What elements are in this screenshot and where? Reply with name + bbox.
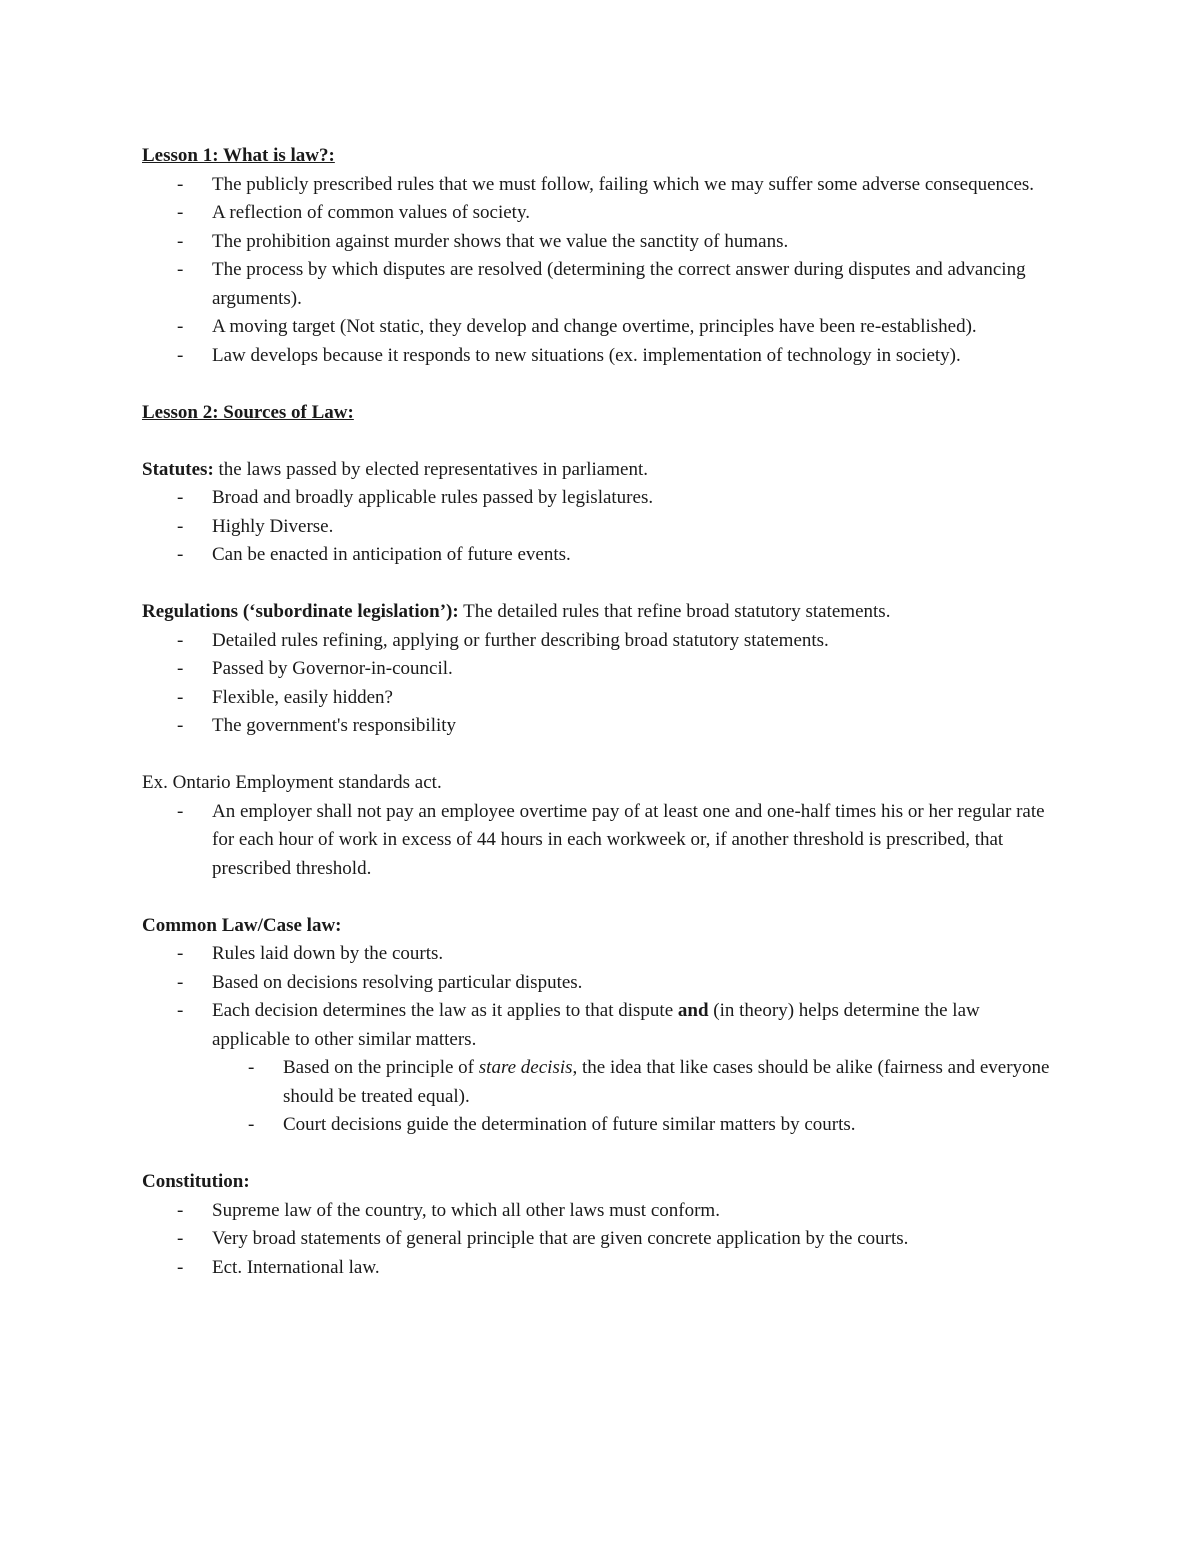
- list-item: - An employer shall not pay an employee overtime pay of at least one and one-half times his or her regular rate for each hour of work in excess of 44 hours in each workweek or, if another threshold is prescribed, that prescribed threshold.: [142, 798, 1062, 884]
- regulations-text: The detailed rules that refine broad statutory statements.: [458, 601, 891, 622]
- regulations-label: Regulations (‘subordinate legislation’):: [142, 601, 459, 622]
- list-item: - Can be enacted in anticipation of future events.: [142, 541, 1062, 570]
- statutes-label: Statutes:: [142, 458, 214, 480]
- list-item: - Rules laid down by the courts.: [142, 940, 1062, 969]
- spacer: [142, 427, 1062, 456]
- list-item: - Broad and broadly applicable rules passed by legislatures.: [142, 484, 1062, 513]
- list-item: - Very broad statements of general principle that are given concrete application by the courts.: [142, 1225, 1062, 1254]
- statutes-list: [142, 484, 1062, 570]
- list-item: - Ect. International law.: [142, 1254, 1062, 1283]
- list-item: - The publicly prescribed rules that we must follow, failing which we may suffer some adverse consequences.: [142, 171, 1062, 200]
- common-law-list: [142, 940, 1062, 1054]
- list-item: - Based on decisions resolving particular disputes.: [142, 969, 1062, 998]
- example-text: Ex. Ontario Employment standards act.: [142, 772, 442, 793]
- list-item: - The government's responsibility: [142, 712, 1062, 741]
- list-item: - Passed by Governor-in-council.: [142, 655, 1062, 684]
- list-item-text: Each decision determines the law as it applies to that dispute: [212, 1000, 678, 1021]
- common-law-label: Common Law/Case law:: [142, 914, 342, 936]
- lesson1-list: [142, 171, 1062, 371]
- regulations-list: [142, 627, 1062, 741]
- list-item: - Highly Diverse.: [142, 513, 1062, 542]
- statutes-text: the laws passed by elected representatives in parliament.: [213, 458, 648, 480]
- spacer: [142, 1140, 1062, 1169]
- lesson2-heading: Lesson 2: Sources of Law:: [142, 401, 354, 423]
- sub-list-item: [142, 1054, 1062, 1111]
- list-item: - The prohibition against murder shows that we value the sanctity of humans.: [142, 228, 1062, 257]
- lesson1-heading: Lesson 1: What is law?:: [142, 145, 335, 166]
- list-item: [142, 997, 1062, 1054]
- list-item: - The process by which disputes are resolved (determining the correct answer during disputes and advancing arguments).: [142, 256, 1062, 313]
- list-item-text: , the idea that like cases should be alike (fairness and everyone should be treated equal).: [283, 1057, 1050, 1107]
- constitution-list: [142, 1197, 1062, 1283]
- spacer: [142, 741, 1062, 770]
- spacer: [142, 883, 1062, 912]
- constitution-label: Constitution:: [142, 1171, 250, 1192]
- list-item-text: Based on the principle of: [283, 1057, 479, 1078]
- list-item: - Supreme law of the country, to which all other laws must conform.: [142, 1197, 1062, 1226]
- common-law-sublist: [142, 1054, 1062, 1140]
- emphasis-text: and: [677, 1000, 709, 1021]
- sub-list-item: - Court decisions guide the determination of future similar matters by courts.: [142, 1111, 1062, 1140]
- statutes-definition: [142, 456, 1062, 485]
- document-page: [142, 142, 1062, 1282]
- example-list: [142, 798, 1062, 884]
- list-item: - A moving target (Not static, they develop and change overtime, principles have been re-established).: [142, 313, 1062, 342]
- list-item: - A reflection of common values of society.: [142, 199, 1062, 228]
- list-item-text: (in theory) helps determine the law applicable to other similar matters.: [212, 1000, 980, 1050]
- spacer: [142, 370, 1062, 399]
- list-item: - Flexible, easily hidden?: [142, 684, 1062, 713]
- spacer: [142, 570, 1062, 599]
- list-item: - Law develops because it responds to new situations (ex. implementation of technology in society).: [142, 342, 1062, 371]
- latin-term: stare decisis: [478, 1057, 573, 1078]
- regulations-definition: [142, 598, 1062, 627]
- list-item: - Detailed rules refining, applying or further describing broad statutory statements.: [142, 627, 1062, 656]
